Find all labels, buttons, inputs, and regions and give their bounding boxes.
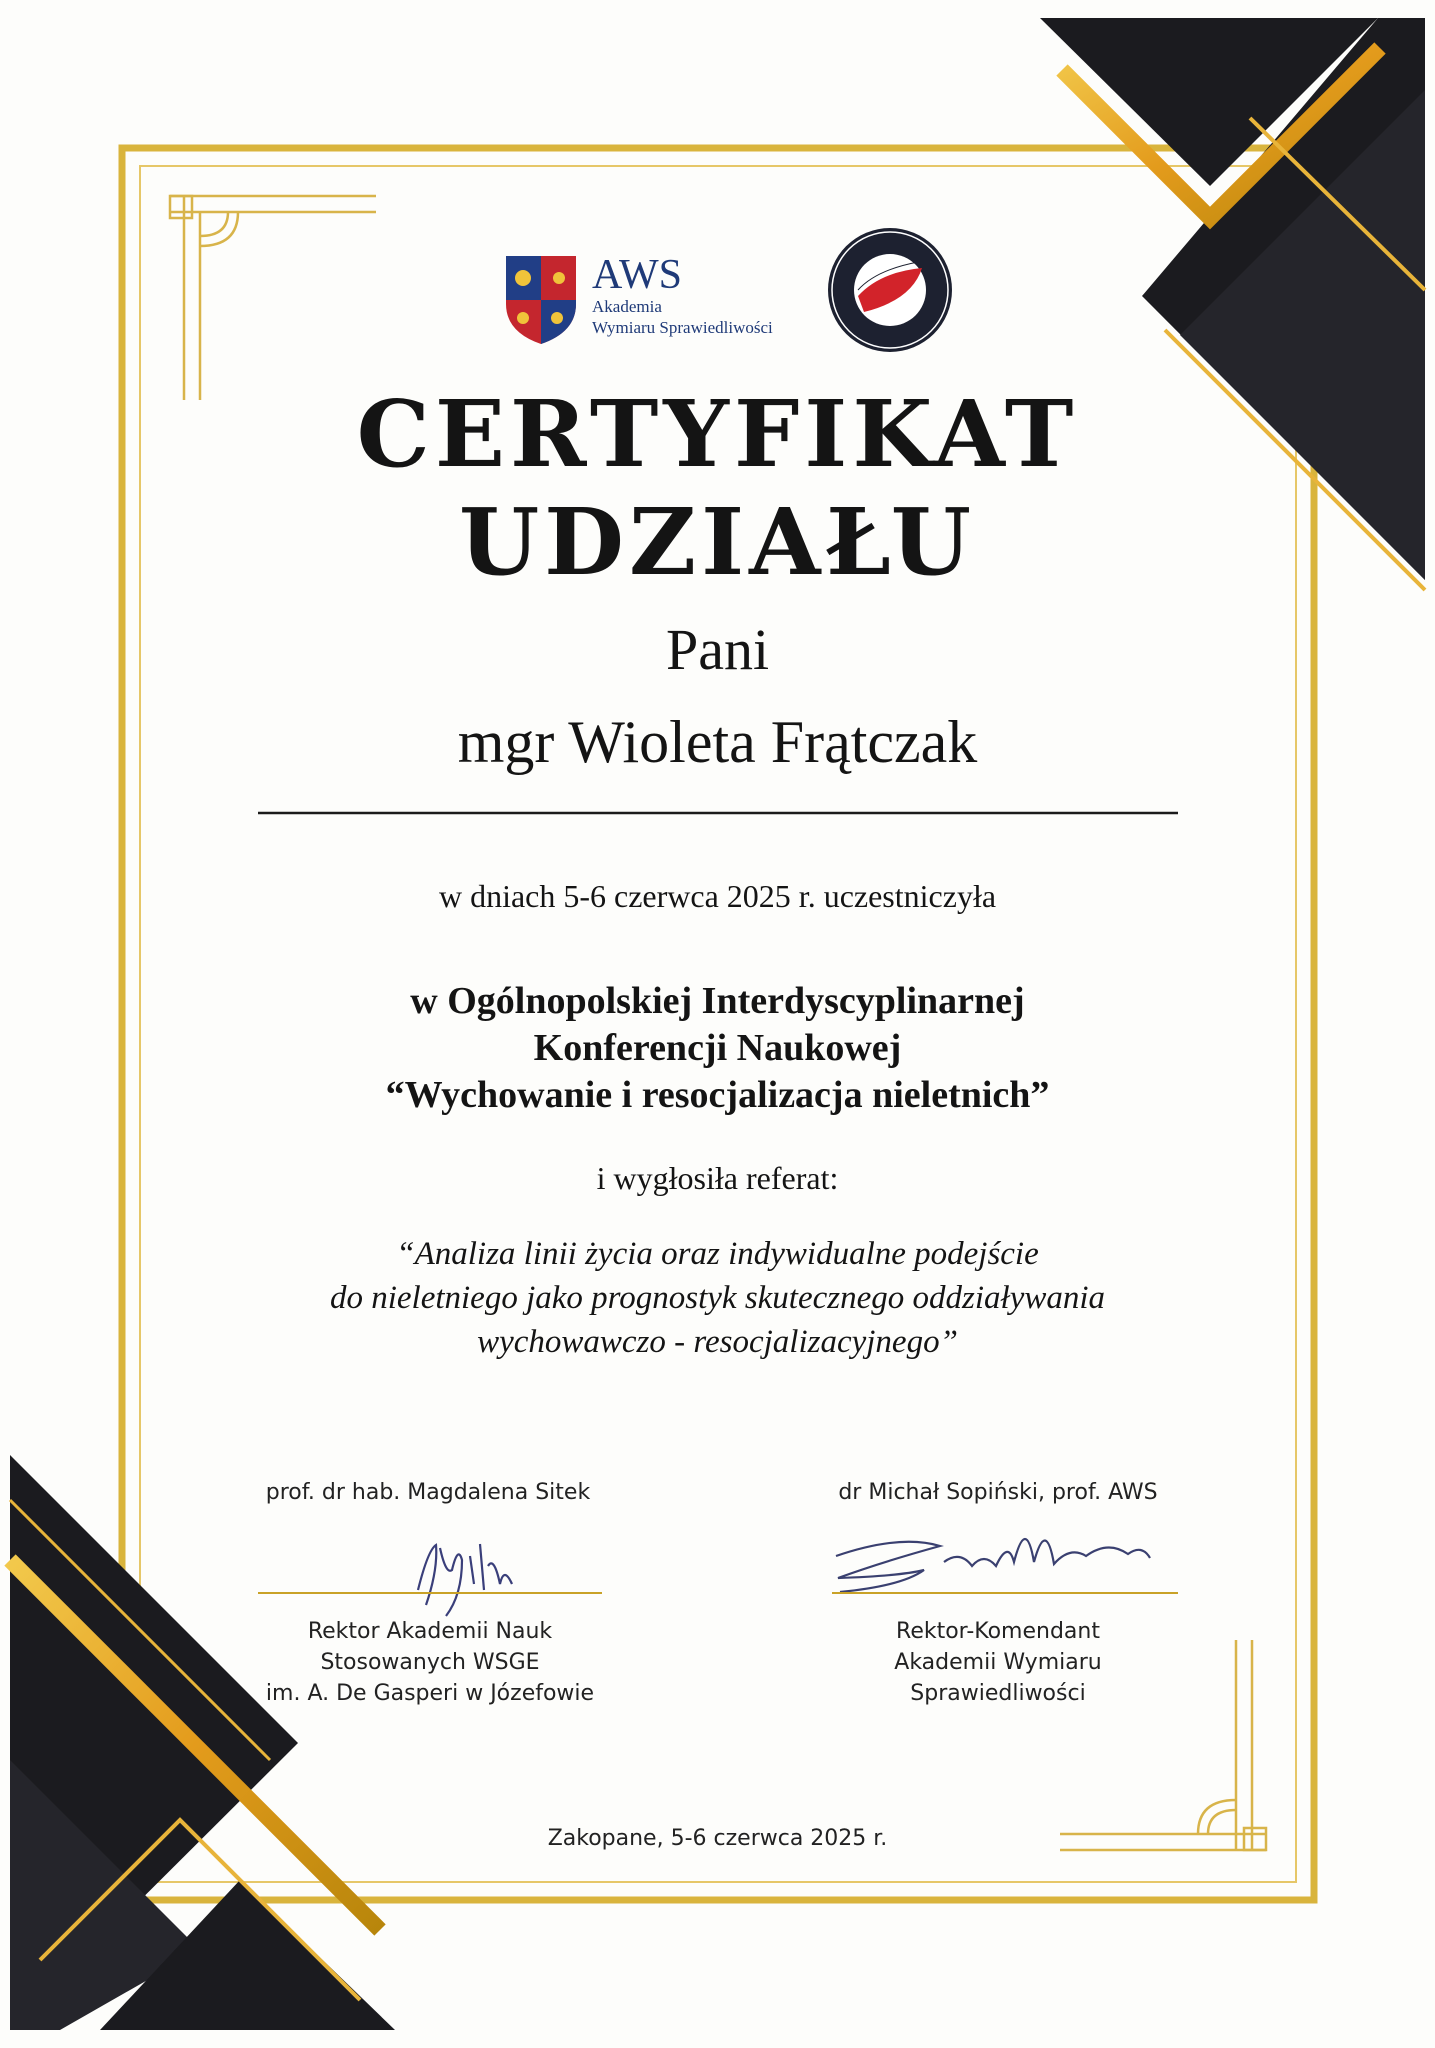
place-date: Zakopane, 5-6 czerwca 2025 r. bbox=[547, 1826, 888, 1851]
aws-logo bbox=[592, 254, 773, 338]
aws-logo-line2: Wymiaru Sprawiedliwości bbox=[592, 318, 773, 337]
signatory-right-name: dr Michał Sopiński, prof. AWS bbox=[838, 1480, 1158, 1505]
conference-line1: w Ogólnopolskiej Interdyscyplinarnej bbox=[410, 980, 1025, 1022]
certificate-title-line2: UDZIAŁU bbox=[458, 488, 977, 596]
signature-left bbox=[418, 1544, 512, 1616]
certificate-title-line1: CERTYFIKAT bbox=[356, 380, 1079, 488]
talk-intro: i wygłosiła referat: bbox=[596, 1160, 839, 1196]
signature-left-rule bbox=[258, 1592, 602, 1594]
signatory-right-role-line1: Rektor-Komendant bbox=[896, 1619, 1100, 1644]
participation-line: w dniach 5-6 czerwca 2025 r. uczestniczyła bbox=[438, 878, 997, 914]
talk-title-line3: wychowawczo - resocjalizacyjnego” bbox=[477, 1324, 958, 1360]
talk-title-line1: “Analiza linii życia oraz indywidualne podejście bbox=[396, 1236, 1039, 1272]
signatory-right-role-line3: Sprawiedliwości bbox=[910, 1681, 1086, 1706]
signature-right-rule bbox=[832, 1592, 1178, 1594]
signatory-left-role bbox=[240, 1616, 620, 1709]
signatory-left-role-line3: im. A. De Gasperi w Józefowie bbox=[265, 1681, 595, 1706]
signatory-right-role bbox=[808, 1616, 1188, 1709]
signatory-left-name: prof. dr hab. Magdalena Sitek bbox=[265, 1480, 591, 1505]
wsge-seal-icon bbox=[828, 228, 952, 352]
signatory-left-role-line1: Rektor Akademii Nauk bbox=[307, 1619, 553, 1644]
aws-shield-icon bbox=[506, 256, 576, 344]
signatory-left-role-line2: Stosowanych WSGE bbox=[320, 1650, 540, 1675]
recipient-name: mgr Wioleta Frątczak bbox=[457, 709, 978, 775]
salutation: Pani bbox=[665, 617, 770, 682]
talk-title-line2: do nieletniego jako prognostyk skutecznego oddziaływania bbox=[329, 1280, 1106, 1316]
aws-logo-abbrev: AWS bbox=[592, 252, 682, 298]
conference-line2: Konferencji Naukowej bbox=[533, 1027, 902, 1069]
conference-line3: “Wychowanie i resocjalizacja nieletnich” bbox=[385, 1074, 1050, 1116]
signature-right bbox=[836, 1539, 1150, 1592]
top-left-corner-ornament bbox=[170, 196, 376, 400]
signatory-right-role-line2: Akademii Wymiaru bbox=[894, 1650, 1102, 1675]
aws-logo-line1: Akademia bbox=[592, 297, 662, 316]
